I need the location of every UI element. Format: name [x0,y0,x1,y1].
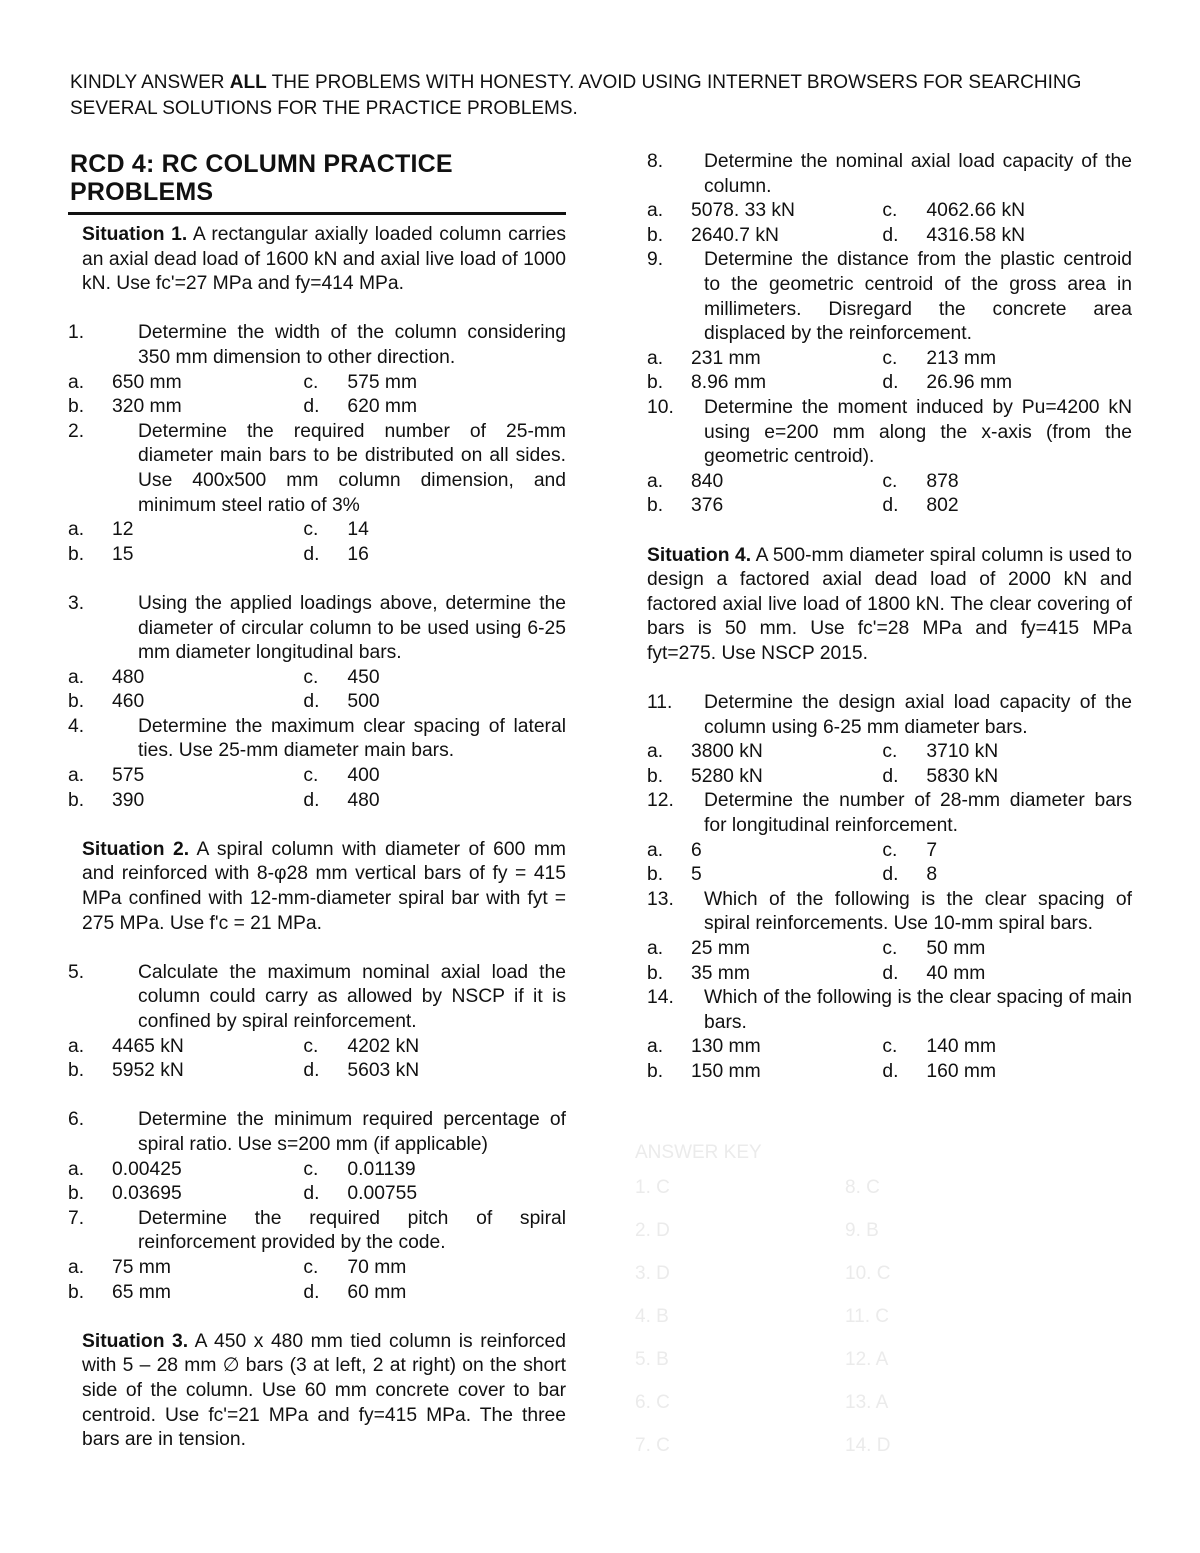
choice-letter: a. [68,371,85,393]
choice-d[interactable] [303,1059,566,1084]
choice-value: 3800 kN [691,741,763,763]
situation-text: A rectangular axially loaded column carries an axial dead load of 1600 kN and axial live load of 1000 kN. Use fc'=27 MPa and fy=414 MPa. [82,224,566,295]
choice-value: 376 [691,495,724,517]
choice-c[interactable] [882,470,1132,495]
choice-value: 150 mm [691,1060,761,1082]
problem-number: 5. [68,961,85,983]
situation-label: Situation 3. [82,1330,189,1352]
answer-key-title: ANSWER KEY [635,1142,762,1163]
choice-value: 0.03695 [112,1183,182,1205]
choices [647,937,1132,986]
answer-key-item: 3. D [635,1263,670,1284]
problem-question: Determine the maximum clear spacing of lateral ties. Use 25-mm diameter main bars. [138,715,566,762]
problem [647,248,1132,396]
problem-question: Determine the minimum required percentage of spiral ratio. Use s=200 mm (if applicable) [138,1109,566,1155]
choice-letter: c. [303,1158,319,1180]
answer-key-item: 4. B [635,1306,669,1327]
choice-value: 8.96 mm [691,372,767,394]
choice-letter: d. [882,495,899,517]
choice-value: 802 [926,495,959,517]
situation-1 [68,223,566,297]
problem-number: 7. [68,1207,85,1229]
problem-number: 11. [647,692,673,714]
choice-value: 840 [691,470,724,492]
choice-letter: b. [68,1281,85,1303]
instructions-text: KINDLY ANSWER [70,72,230,93]
choice-value: 460 [112,691,145,713]
situation-4 [647,544,1132,667]
choice-letter: a. [647,1036,664,1058]
choice-value: 25 mm [691,938,750,959]
choice-value: 213 mm [926,347,997,369]
choice-value: 75 mm [112,1256,171,1278]
choice-letter: a. [68,1256,85,1278]
problem-number: 2. [68,420,85,442]
choice-value: 6 [691,839,702,861]
situation-label: Situation 1. [82,224,188,245]
choice-value: 70 mm [347,1256,407,1278]
choice-c[interactable] [303,666,566,691]
problem-number: 10. [647,396,674,418]
choice-c[interactable] [303,371,566,396]
choice-letter: b. [68,543,85,565]
choices [68,518,566,567]
right-column [647,150,1132,1085]
choice-letter: b. [647,495,664,517]
choice-c[interactable] [882,1035,1132,1060]
problem [68,321,566,419]
choice-value: 65 mm [112,1281,171,1303]
choice-value: 140 mm [926,1036,997,1058]
problem-number: 14. [647,987,674,1009]
choice-letter: d. [303,691,320,713]
choice-value: 0.00755 [347,1183,418,1205]
choice-letter: b. [647,864,664,886]
choice-letter: c. [882,470,898,492]
choice-value: 2640.7 kN [691,224,779,246]
instructions-line-1 [70,70,1140,96]
problem-number: 12. [647,790,674,812]
choice-d[interactable] [303,543,566,568]
choice-d[interactable] [882,1060,1132,1085]
choice-value: 35 mm [691,962,750,984]
choice-letter: c. [882,938,898,959]
choice-value: 40 mm [926,962,986,984]
problem-question: Which of the following is the clear spacing of main bars. [704,987,1132,1033]
problem-question: Which of the following is the clear spacing of spiral reinforcements. Use 10-mm spiral bars. [704,888,1132,935]
problem-number: 3. [68,592,85,614]
choices [68,666,566,715]
problem-question: Determine the required pitch of spiral reinforcement provided by the code. [138,1207,566,1254]
choice-letter: a. [647,741,664,763]
problem-question: Determine the number of 28-mm diameter bars for longitudinal reinforcement. [704,790,1132,837]
choices [647,470,1132,519]
choice-value: 7 [926,839,938,861]
choice-c[interactable] [882,740,1132,765]
problem [68,592,566,715]
choice-letter: c. [882,347,898,369]
choice-letter: c. [303,666,319,688]
answer-key-item: 8. C [845,1177,880,1198]
choice-letter: d. [882,1060,899,1082]
choice-value: 3710 kN [926,741,999,763]
problem-number: 6. [68,1109,85,1131]
problem [68,715,566,813]
problem [68,420,566,568]
choice-value: 575 [112,765,145,787]
choice-letter: d. [882,962,899,984]
choice-value: 5 [691,864,702,886]
problem-question: Determine the nominal axial load capacity of the column. [704,151,1132,197]
choice-letter: d. [882,224,899,246]
choices [68,1256,566,1305]
choice-letter: a. [68,1158,85,1180]
choice-letter: c. [303,371,319,393]
choice-letter: a. [647,347,664,369]
answer-key-item: 2. D [635,1220,670,1241]
choice-value: 390 [112,789,145,811]
choice-d[interactable] [303,1281,566,1306]
choices [647,1035,1132,1084]
choice-letter: c. [882,741,898,763]
choice-letter: d. [303,543,320,565]
problem [68,1207,566,1305]
problem-question: Determine the width of the column considering 350 mm dimension to other direction. [138,322,566,368]
choice-letter: d. [882,372,899,394]
answer-key-item: 13. A [845,1392,889,1413]
choice-value: 12 [112,519,134,541]
choice-letter: b. [68,789,85,811]
choices [647,839,1132,888]
choice-letter: d. [882,765,899,787]
choice-value: 878 [926,470,959,492]
choice-letter: c. [303,1035,319,1057]
choice-c[interactable] [303,518,566,543]
choices [68,1158,566,1207]
choice-letter: a. [68,666,85,688]
problem-question: Determine the moment induced by Pu=4200 kN using e=200 mm along the x-axis (from the geometric centroid). [704,396,1132,468]
choice-letter: c. [882,1036,898,1058]
choice-c[interactable] [882,199,1132,224]
situation-label: Situation 2. [82,838,190,860]
choice-value: 4202 kN [347,1035,420,1057]
choice-letter: c. [303,765,319,787]
problem [647,691,1132,789]
answer-key-item: 11. C [845,1306,890,1327]
problem-question: Determine the design axial load capacity of the column using 6-25 mm diameter bars. [704,692,1132,738]
problem-number: 1. [68,322,85,344]
choice-letter: a. [68,765,85,787]
situation-text: A 450 x 480 mm tied column is reinforced with 5 – 28 mm ∅ bars (3 at left, 2 at right) on the short side of the column. Use 60 mm concrete cover to bar centroid. Use fc'=21 MPa and fy=415 MPa. The three bars are in tension. [82,1330,566,1451]
choice-value: 575 mm [347,371,418,393]
choice-value: 15 [112,543,134,565]
choice-value: 0.01139 [347,1158,416,1180]
choice-d[interactable] [303,1182,566,1207]
choice-letter: c. [303,519,319,541]
problem-question: Determine the required number of 25-mm diameter main bars to be distributed on all sides. Use 400x500 mm column dimension, and minimum steel ratio of 3% [138,420,566,516]
answer-key [635,1140,1035,1467]
choice-value: 5078. 33 kN [691,200,795,222]
problem-question: Calculate the maximum nominal axial load the column could carry as allowed by NSCP if it is confined by spiral reinforcement. [138,961,566,1032]
situation-label: Situation 4. [647,544,752,566]
problem [647,150,1132,248]
choice-value: 5603 kN [347,1060,420,1082]
choice-value: 231 mm [691,347,761,369]
choice-letter: b. [647,962,664,984]
choice-value: 26.96 mm [926,372,1013,394]
document-title: RCD 4: RC COLUMN PRACTICE PROBLEMS [68,150,566,215]
problem [647,396,1132,519]
problem [647,888,1132,986]
choice-letter: b. [647,1060,664,1082]
situation-2 [68,838,566,936]
choice-value: 8 [926,864,938,886]
choice-letter: b. [68,1183,85,1205]
choice-letter: b. [68,396,85,418]
choice-value: 50 mm [926,938,986,959]
choice-value: 500 [347,691,380,713]
choice-letter: b. [647,224,664,246]
choice-value: 5830 kN [926,765,999,787]
left-column [68,150,566,1453]
problem-question: Using the applied loadings above, determine the diameter of circular column to be used using 6-25 mm diameter longitudinal bars. [138,592,566,664]
answer-key-item: 14. D [845,1435,891,1456]
choice-value: 14 [347,519,369,541]
problem-question: Determine the distance from the plastic centroid to the geometric centroid of the gross area in millimeters. Disregard the concrete area displaced by the reinforcement. [704,249,1132,345]
choice-value: 620 mm [347,396,418,418]
choice-value: 4465 kN [112,1035,184,1057]
choice-value: 130 mm [691,1036,761,1058]
choices [647,740,1132,789]
choice-value: 160 mm [926,1060,997,1082]
choice-value: 4062.66 kN [926,200,1026,222]
choice-d[interactable] [882,224,1132,249]
answer-key-item: 10. C [845,1263,891,1284]
situation-text: A spiral column with diameter of 600 mm and reinforced with 8-φ28 mm vertical bars of fy = 415 MPa confined with 12-mm-diameter spiral bar with fyt = 275 MPa. Use f'c = 21 MPa. [82,838,566,934]
choice-letter: d. [303,1281,320,1303]
instructions-emphasis: ALL [229,72,267,93]
choice-letter: c. [882,839,898,861]
problem [68,1108,566,1206]
choice-d[interactable] [882,765,1132,790]
situation-3 [68,1330,566,1453]
choices [647,199,1132,248]
choice-value: 5952 kN [112,1060,184,1082]
answer-key-grid [635,1166,1035,1467]
choice-c[interactable] [303,1256,566,1281]
choice-letter: a. [68,519,85,541]
choice-letter: d. [303,1060,320,1082]
answer-key-item: 9. B [845,1220,879,1241]
choice-value: 16 [347,543,369,565]
choice-letter: c. [303,1256,319,1278]
answer-key-item: 5. B [635,1349,669,1370]
choice-value: 400 [347,765,380,787]
choice-letter: b. [647,765,664,787]
choice-letter: b. [68,1060,85,1082]
choice-value: 320 mm [112,396,182,418]
choice-value: 480 [347,789,380,811]
choice-d[interactable] [882,371,1132,396]
problem-number: 4. [68,715,85,737]
problem [647,789,1132,887]
choice-letter: d. [882,864,899,886]
choice-letter: d. [303,396,320,418]
choice-value: 450 [347,666,380,688]
answer-key-item: 1. C [635,1177,670,1198]
answer-key-item: 6. C [635,1392,670,1413]
choice-value: 60 mm [347,1281,407,1303]
choice-d[interactable] [303,395,566,420]
choices [68,764,566,813]
instructions-line-2: SEVERAL SOLUTIONS FOR THE PRACTICE PROBLEMS. [70,98,578,119]
choice-letter: a. [68,1035,85,1057]
instructions-text: THE PROBLEMS WITH HONESTY. AVOID USING INTERNET BROWSERS FOR SEARCHING [266,72,1082,93]
choice-value: 0.00425 [112,1158,182,1180]
choice-value: 4316.58 kN [926,224,1026,246]
choices [68,1035,566,1084]
choice-c[interactable] [303,1035,566,1060]
choice-d[interactable] [882,494,1132,519]
choice-letter: b. [68,691,85,713]
choice-d[interactable] [882,962,1132,987]
choice-letter: a. [647,839,664,861]
choice-c[interactable] [882,347,1132,372]
choices [68,371,566,420]
choice-c[interactable] [303,1158,566,1183]
choice-letter: d. [303,789,320,811]
situation-text: A 500-mm diameter spiral column is used to design a factored axial dead load of 2000 kN and factored axial live load of 1800 kN. The clear covering of bars is 50 mm. Use fc'=28 MPa and fy=415 MPa fyt=275. Use NSCP 2015. [647,544,1132,664]
answer-key-item: 7. C [635,1435,670,1456]
choice-letter: c. [882,200,898,222]
problem-number: 8. [647,151,664,172]
choice-value: 480 [112,666,145,688]
choice-value: 5280 kN [691,765,763,787]
choice-letter: b. [647,372,664,394]
instructions-header [70,70,1140,122]
choices [647,347,1132,396]
choice-c[interactable] [882,937,1132,962]
problem-number: 13. [647,888,674,910]
choice-d[interactable] [882,863,1132,888]
problem [68,961,566,1084]
problem [647,986,1132,1084]
choice-value: 650 mm [112,371,182,393]
choice-c[interactable] [303,764,566,789]
choice-c[interactable] [882,839,1132,864]
choice-d[interactable] [303,690,566,715]
answer-key-item: 12. A [845,1349,889,1370]
choice-letter: a. [647,470,664,492]
choice-letter: d. [303,1183,320,1205]
problem-number: 9. [647,249,664,271]
choice-letter: a. [647,200,664,222]
choice-letter: a. [647,938,664,959]
choice-d[interactable] [303,789,566,814]
